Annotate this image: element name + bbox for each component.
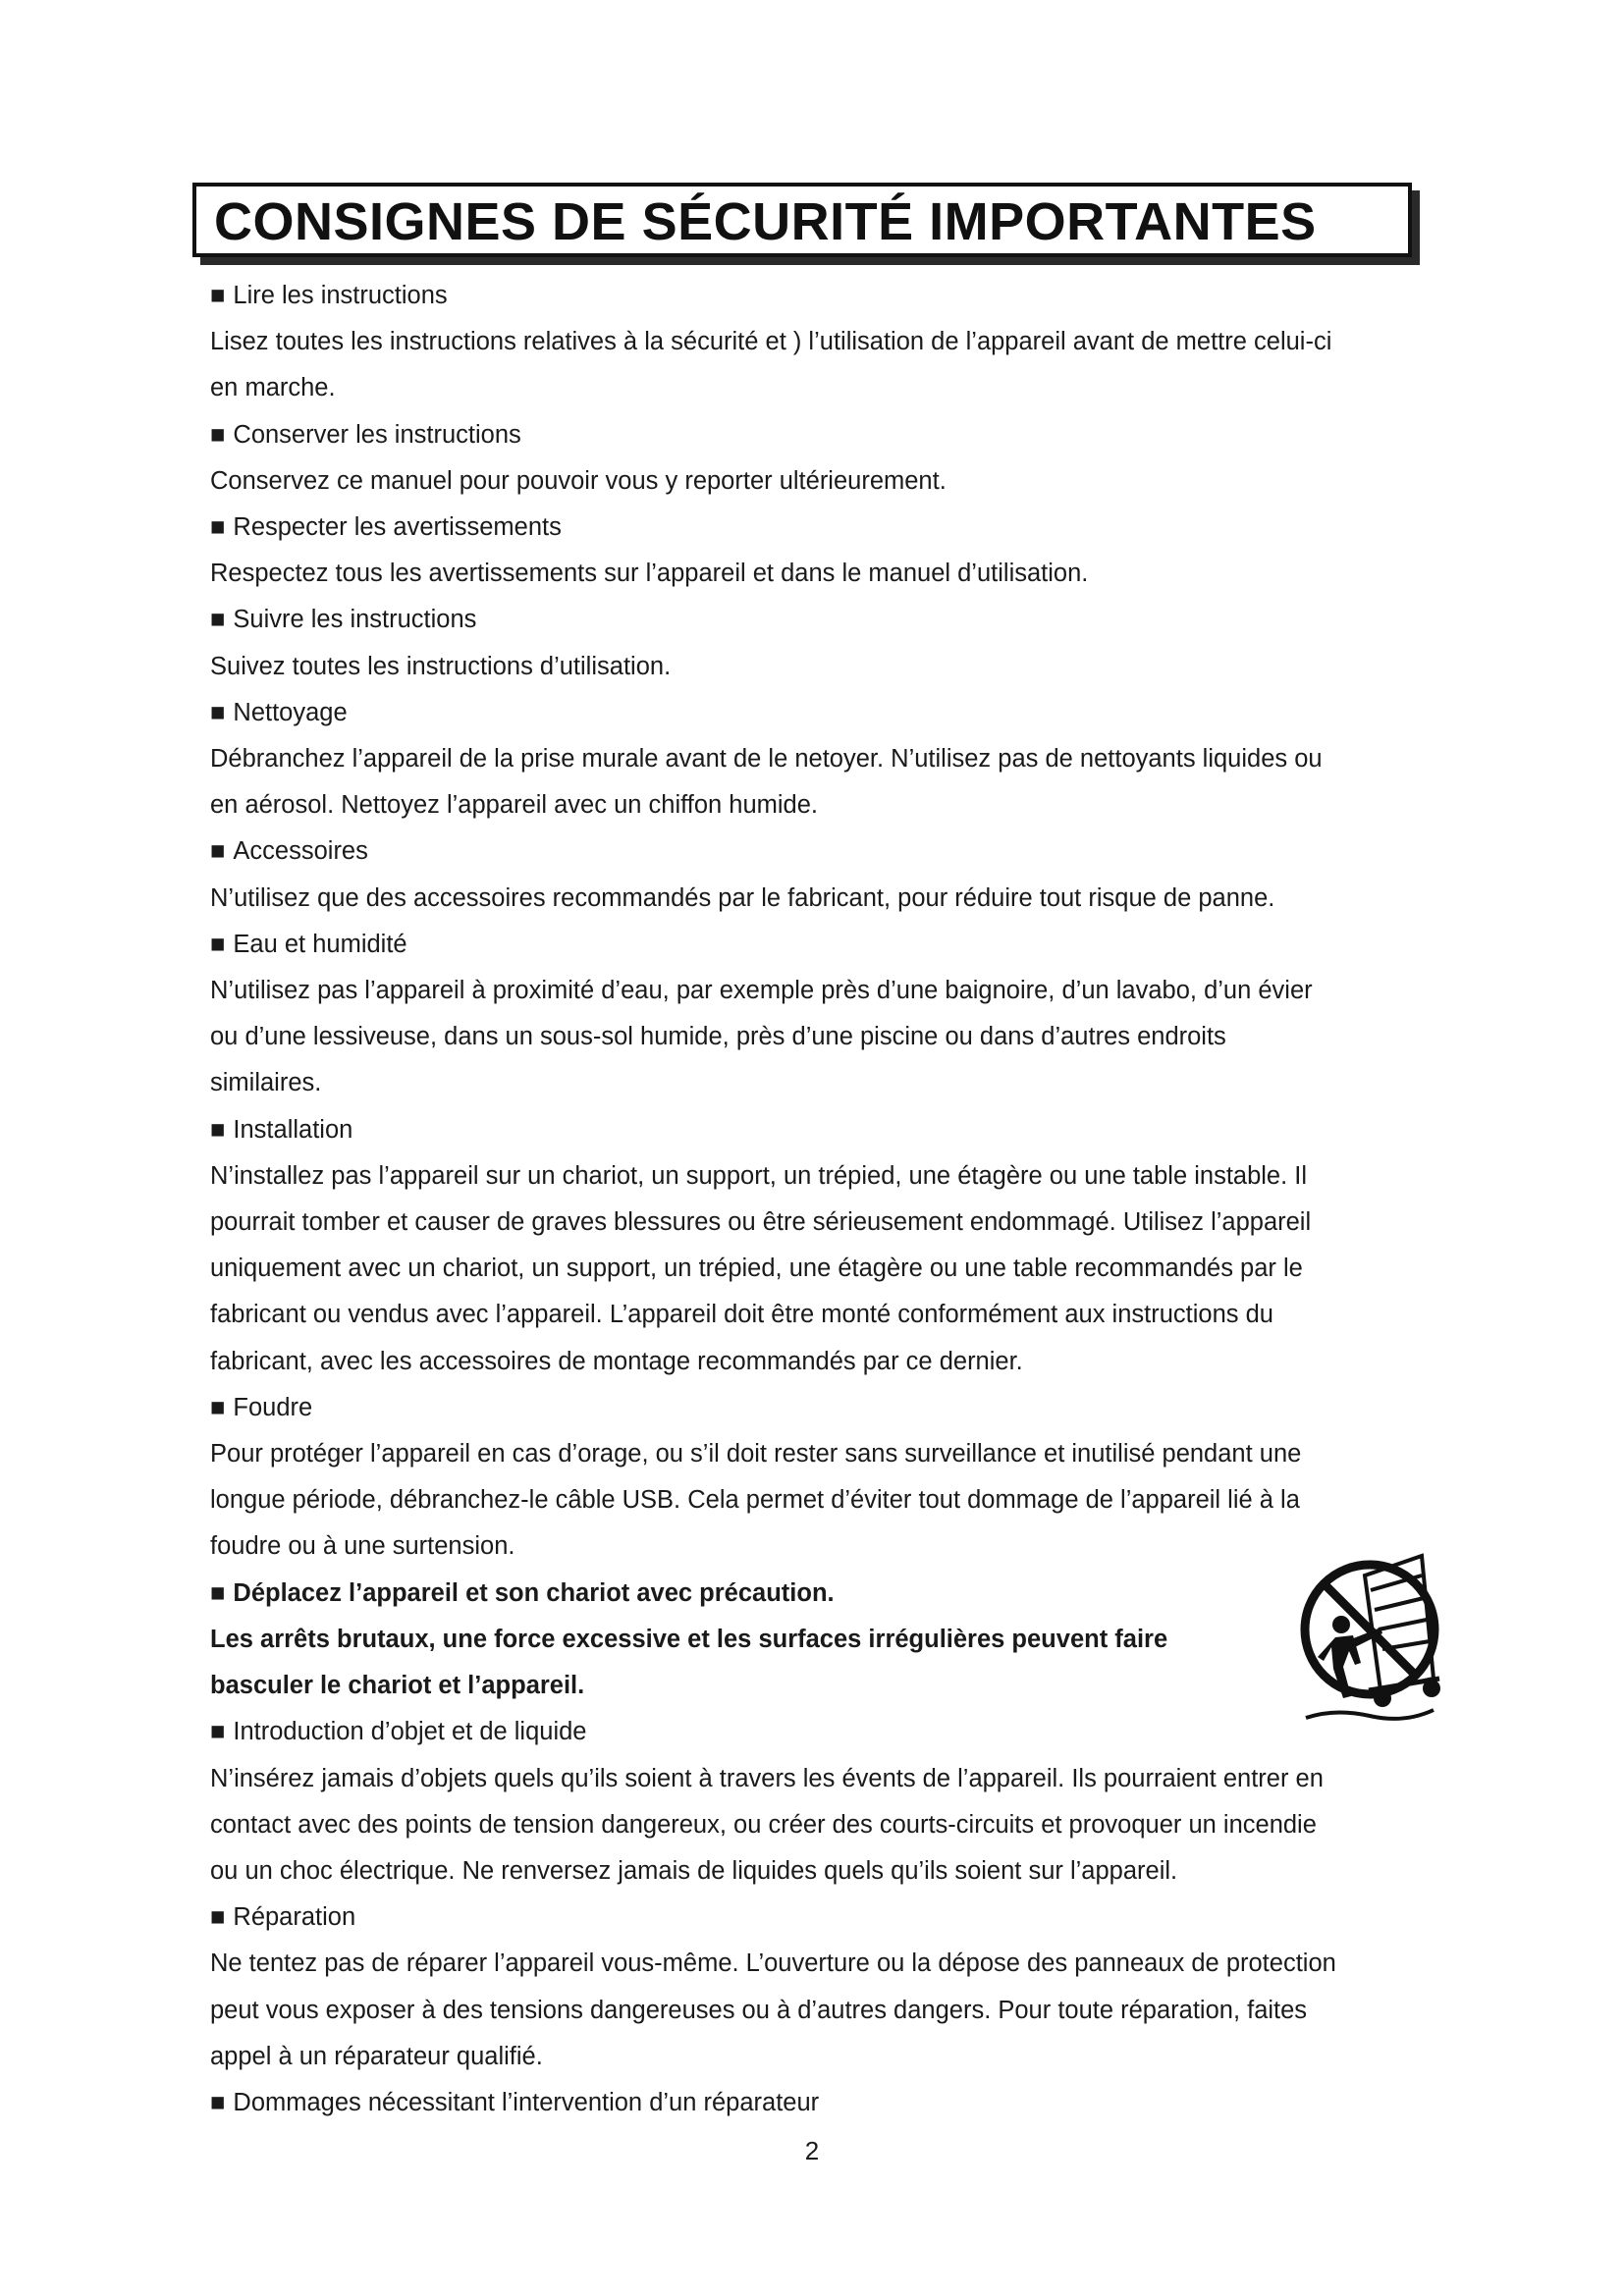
page-title: CONSIGNES DE SÉCURITÉ IMPORTANTES [214,192,1317,251]
section-heading [210,828,1428,875]
bullet-icon: ■ [210,698,226,726]
body-line: foudre ou à une surtension. [210,1532,515,1561]
page-number: 2 [804,2136,820,2165]
body-line: peut vous exposer à des tensions dangereuses ou à d’autres dangers. Pour toute réparation, faites [210,1996,1308,2024]
body-line: N’utilisez pas l’appareil à proximité d’eau, par exemple près d’une baignoire, d’un lavabo, d’un évier [210,977,1313,1005]
body-line: Conservez ce manuel pour pouvoir vous y reporter ultérieurement. [210,466,947,495]
heading-text: Déplacez l’appareil et son chariot avec précaution. [233,1578,835,1607]
heading-text: Respecter les avertissements [233,513,562,542]
heading-text: Lire les instructions [233,282,448,309]
safety-instructions [210,273,1428,2126]
body-line: Ne tentez pas de réparer l’appareil vous-même. L’ouverture ou la dépose des panneaux de protection [210,1949,1336,1978]
bullet-icon: ■ [210,930,226,958]
heading-text: Foudre [233,1393,313,1421]
bullet-icon: ■ [210,282,226,309]
heading-text: Conserver les instructions [233,420,521,449]
heading-text: Nettoyage [233,698,348,726]
section-heading [210,1107,1428,1153]
bullet-icon: ■ [210,606,226,634]
section-heading [210,1709,1428,1755]
bullet-icon: ■ [210,2088,226,2116]
body-line: similaires. [210,1069,322,1097]
no-cart-tipover-icon [1296,1531,1443,1733]
bullet-icon: ■ [210,1578,226,1607]
section-heading [210,1895,1428,1941]
bullet-icon: ■ [210,837,226,866]
heading-text: Accessoires [233,837,368,866]
heading-text: Eau et humidité [233,930,407,958]
section-heading [210,922,1428,968]
bullet-icon: ■ [210,1903,226,1932]
body-line: uniquement avec un chariot, un support, un trépied, une étagère ou une table recommandés par le [210,1255,1303,1283]
body-line: ou d’une lessiveuse, dans un sous-sol humide, près d’une piscine ou dans d’autres endroits [210,1023,1226,1051]
section-heading [210,412,1428,458]
body-line: fabricant, avec les accessoires de montage recommandés par ce dernier. [210,1347,1023,1375]
section-heading [210,2080,1428,2126]
bullet-icon: ■ [210,1115,226,1144]
section-heading [210,1385,1428,1431]
body-line: en aérosol. Nettoyez l’appareil avec un chiffon humide. [210,791,818,820]
body-line: longue période, débranchez-le câble USB. Cela permet d’éviter tout dommage de l’appareil lié à la [210,1486,1300,1515]
heading-text: Introduction d’objet et de liquide [233,1718,587,1746]
section-heading [210,505,1428,551]
body-line: Les arrêts brutaux, une force excessive et les surfaces irrégulières peuvent faire [210,1625,1168,1653]
body-line: N’installez pas l’appareil sur un chariot, un support, un trépied, une étagère ou une table instable. Il [210,1161,1308,1190]
section-heading [210,273,1428,319]
section-heading [210,1571,1428,1617]
body-line: N’utilisez que des accessoires recommandés par le fabricant, pour réduire tout risque de panne. [210,883,1275,912]
bullet-icon: ■ [210,1393,226,1421]
body-line: fabricant ou vendus avec l’appareil. L’appareil doit être monté conformément aux instructions du [210,1301,1273,1329]
heading-text: Suivre les instructions [233,606,477,634]
section-heading [210,690,1428,736]
body-line: en marche. [210,374,336,402]
body-line: contact avec des points de tension dangereux, ou créer des courts-circuits et provoquer un incendie [210,1810,1317,1839]
body-line: appel à un réparateur qualifié. [210,2042,543,2070]
body-line: pourrait tomber et causer de graves blessures ou être sérieusement endommagé. Utilisez l’appareil [210,1208,1312,1237]
body-line: Lisez toutes les instructions relatives à la sécurité et ) l’utilisation de l’appareil avant de mettre celui-ci [210,328,1332,356]
body-line: Pour protéger l’appareil en cas d’orage, ou s’il doit rester sans surveillance et inutilisé pendant une [210,1440,1302,1468]
body-line: Suivez toutes les instructions d’utilisation. [210,652,672,680]
bullet-icon: ■ [210,420,226,449]
section-heading [210,597,1428,643]
title-box [192,183,1412,257]
bullet-icon: ■ [210,513,226,542]
body-line: Respectez tous les avertissements sur l’appareil et dans le manuel d’utilisation. [210,560,1089,588]
body-line: Débranchez l’appareil de la prise murale avant de le netoyer. N’utilisez pas de nettoyants liquides ou [210,745,1323,774]
heading-text: Installation [233,1115,353,1144]
body-line: N’insérez jamais d’objets quels qu’ils soient à travers les évents de l’appareil. Ils pourraient entrer en [210,1764,1324,1792]
body-line: basculer le chariot et l’appareil. [210,1672,585,1700]
heading-text: Dommages nécessitant l’intervention d’un réparateur [233,2088,820,2116]
body-line: ou un choc électrique. Ne renversez jamais de liquides quels qu’ils soient sur l’appareil. [210,1856,1178,1885]
bullet-icon: ■ [210,1718,226,1746]
heading-text: Réparation [233,1903,356,1932]
